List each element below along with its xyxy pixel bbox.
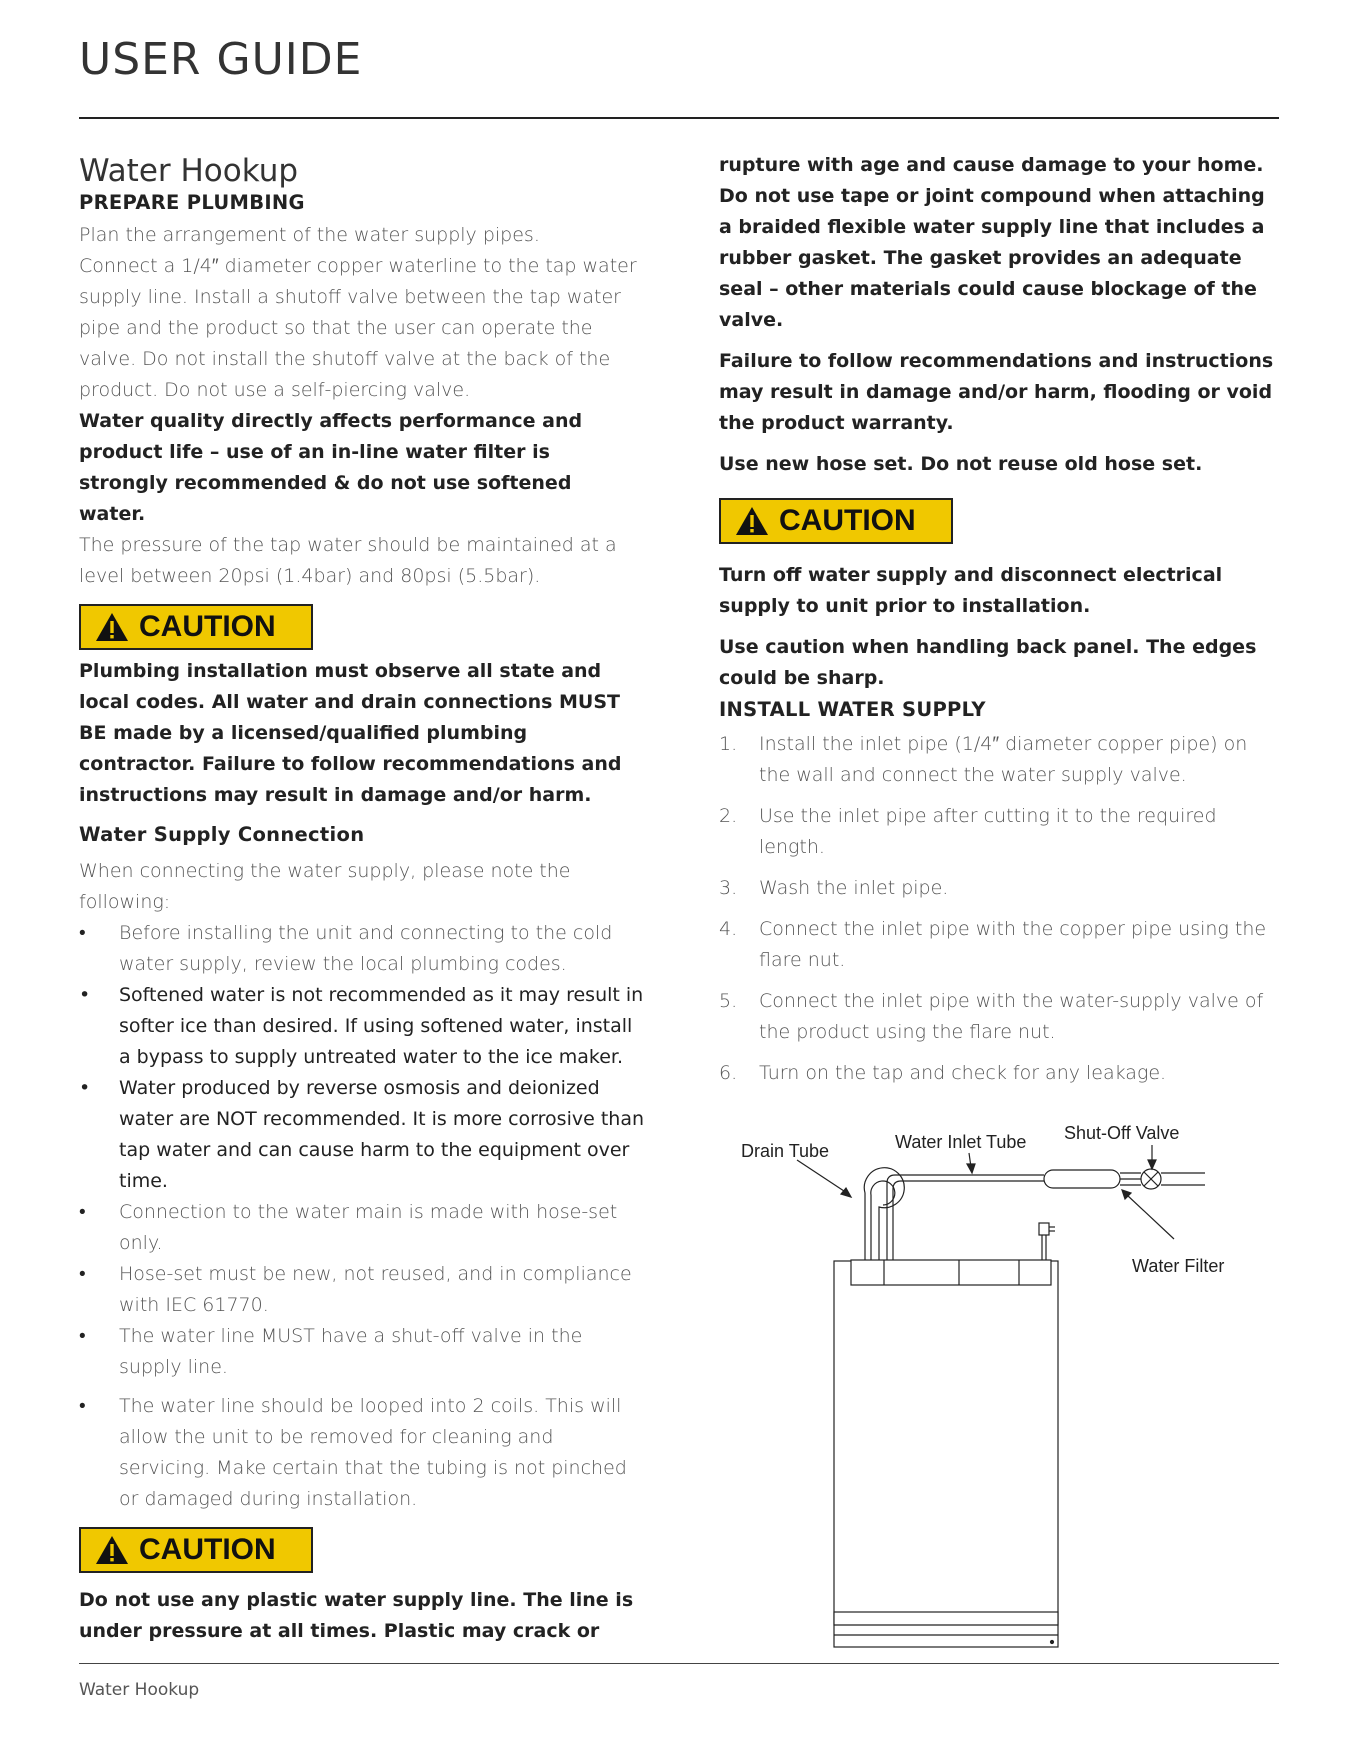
caution-badge [79,604,313,650]
caution-plastic-text: Do not use any plastic water supply line. The line is under pressure at all times. Plastic may crack or [79,1589,634,1642]
list-item: 3. Wash the inlet pipe. [719,877,949,899]
list-item: 4. Connect the inlet pipe with the copper pipe using the flare nut. [719,918,1267,971]
header-divider [79,117,1279,119]
footer-divider [79,1663,1279,1664]
section-title: Water Hookup [79,153,299,189]
shutoff-valve-label: Shut-Off Valve [1064,1123,1180,1143]
drain-tube-label: Drain Tube [741,1141,830,1161]
left-column [79,150,644,1647]
list-item: • Connection to the water main is made with hose-set only. [79,1197,644,1259]
caution-badge [79,1527,313,1573]
install-steps [719,729,1284,1089]
prepare-plumbing-heading: PREPARE PLUMBING [79,191,305,214]
water-quality-note: Water quality directly affects performance and product life – use of an in-line water filter is strongly recommended & do not use softened water. [79,410,583,525]
water-supply-connection-heading: Water Supply Connection [79,823,365,846]
list-item: 2. Use the inlet pipe after cutting it to the required length. [719,805,1217,858]
water-inlet-tube-label: Water Inlet Tube [895,1132,1027,1152]
caution-badge [719,498,953,544]
wsc-intro: When connecting the water supply, please note the following: [79,860,571,913]
list-item: • Water produced by reverse osmosis and deionized water are NOT recommended. It is more corrosive than tap water and can cause harm to the equipment over time. [79,1073,644,1197]
list-item: • The water line MUST have a shut-off valve in the supply line. [79,1321,644,1383]
paragraph-connect: Connect a 1/4″ diameter copper waterline to the tap water supply line. Install a shutoff valve between the tap water pipe and the product so that the user can operate the valve. Do not install the shutoff valve at the back of the product. Do not use a self-piercing valve. [79,255,637,401]
ice-maker-unit [834,1261,1058,1625]
water-filter-label: Water Filter [1132,1256,1225,1276]
turn-off-note: Turn off water supply and disconnect electrical supply to unit prior to installation. [719,564,1223,617]
list-item: • Hose-set must be new, not reused, and in compliance with IEC 61770. [79,1259,644,1321]
caution-plumbing-text: Plumbing installation must observe all state and local codes. All water and drain connections MUST BE made by a licensed/qualified plumbing contractor. Failure to follow recommendations and instructions may result in damage and/or harm. [79,660,622,806]
water-supply-bullets [79,918,644,1515]
list-item: • Softened water is not recommended as it may result in softer ice than desired. If using softened water, install a bypass to supply untreated water to the ice maker. [79,980,644,1073]
list-item: • Before installing the unit and connecting to the cold water supply, review the local plumbing codes. [79,918,644,980]
plastic-continuation-text: rupture with age and cause damage to your home. Do not use tape or joint compound when attaching a braided flexible water supply line that includes a rubber gasket. The gasket provides an adequate seal – other materials could cause blockage of the valve. [719,154,1265,331]
caution-label: CAUTION [139,610,276,643]
install-water-supply-heading: INSTALL WATER SUPPLY [719,698,986,721]
warning-icon [95,1535,129,1565]
list-item: 1. Install the inlet pipe (1/4″ diameter copper pipe) on the wall and connect the water supply valve. [719,733,1248,786]
right-column [719,150,1284,1099]
list-item: 6. Turn on the tap and check for any leakage. [719,1062,1167,1084]
footer-text: Water Hookup [79,1680,200,1700]
failure-note: Failure to follow recommendations and instructions may result in damage and/or harm, flooding or void the product warranty. [719,350,1274,434]
page-title: USER GUIDE [79,34,363,85]
caution-label: CAUTION [779,504,916,537]
list-item: 5. Connect the inlet pipe with the water-supply valve of the product using the flare nut. [719,990,1264,1043]
water-hookup-diagram [719,1115,1279,1660]
list-item: • The water line should be looped into 2 coils. This will allow the unit to be removed for cleaning and servicing. Make certain that the tubing is not pinched or damaged during installation. [79,1391,644,1515]
back-panel-note: Use caution when handling back panel. The edges could be sharp. [719,636,1257,689]
water-inlet-tube [887,1175,1044,1260]
hose-note: Use new hose set. Do not reuse old hose set. [719,453,1203,475]
warning-icon [95,612,129,642]
caution-label: CAUTION [139,1533,276,1566]
paragraph-plan: Plan the arrangement of the water supply pipes. [79,224,540,246]
warning-icon [735,506,769,536]
water-filter [1044,1170,1120,1188]
pressure-note: The pressure of the tap water should be maintained at a level between 20psi (1.4bar) and 80psi (5.5bar). [79,534,617,587]
